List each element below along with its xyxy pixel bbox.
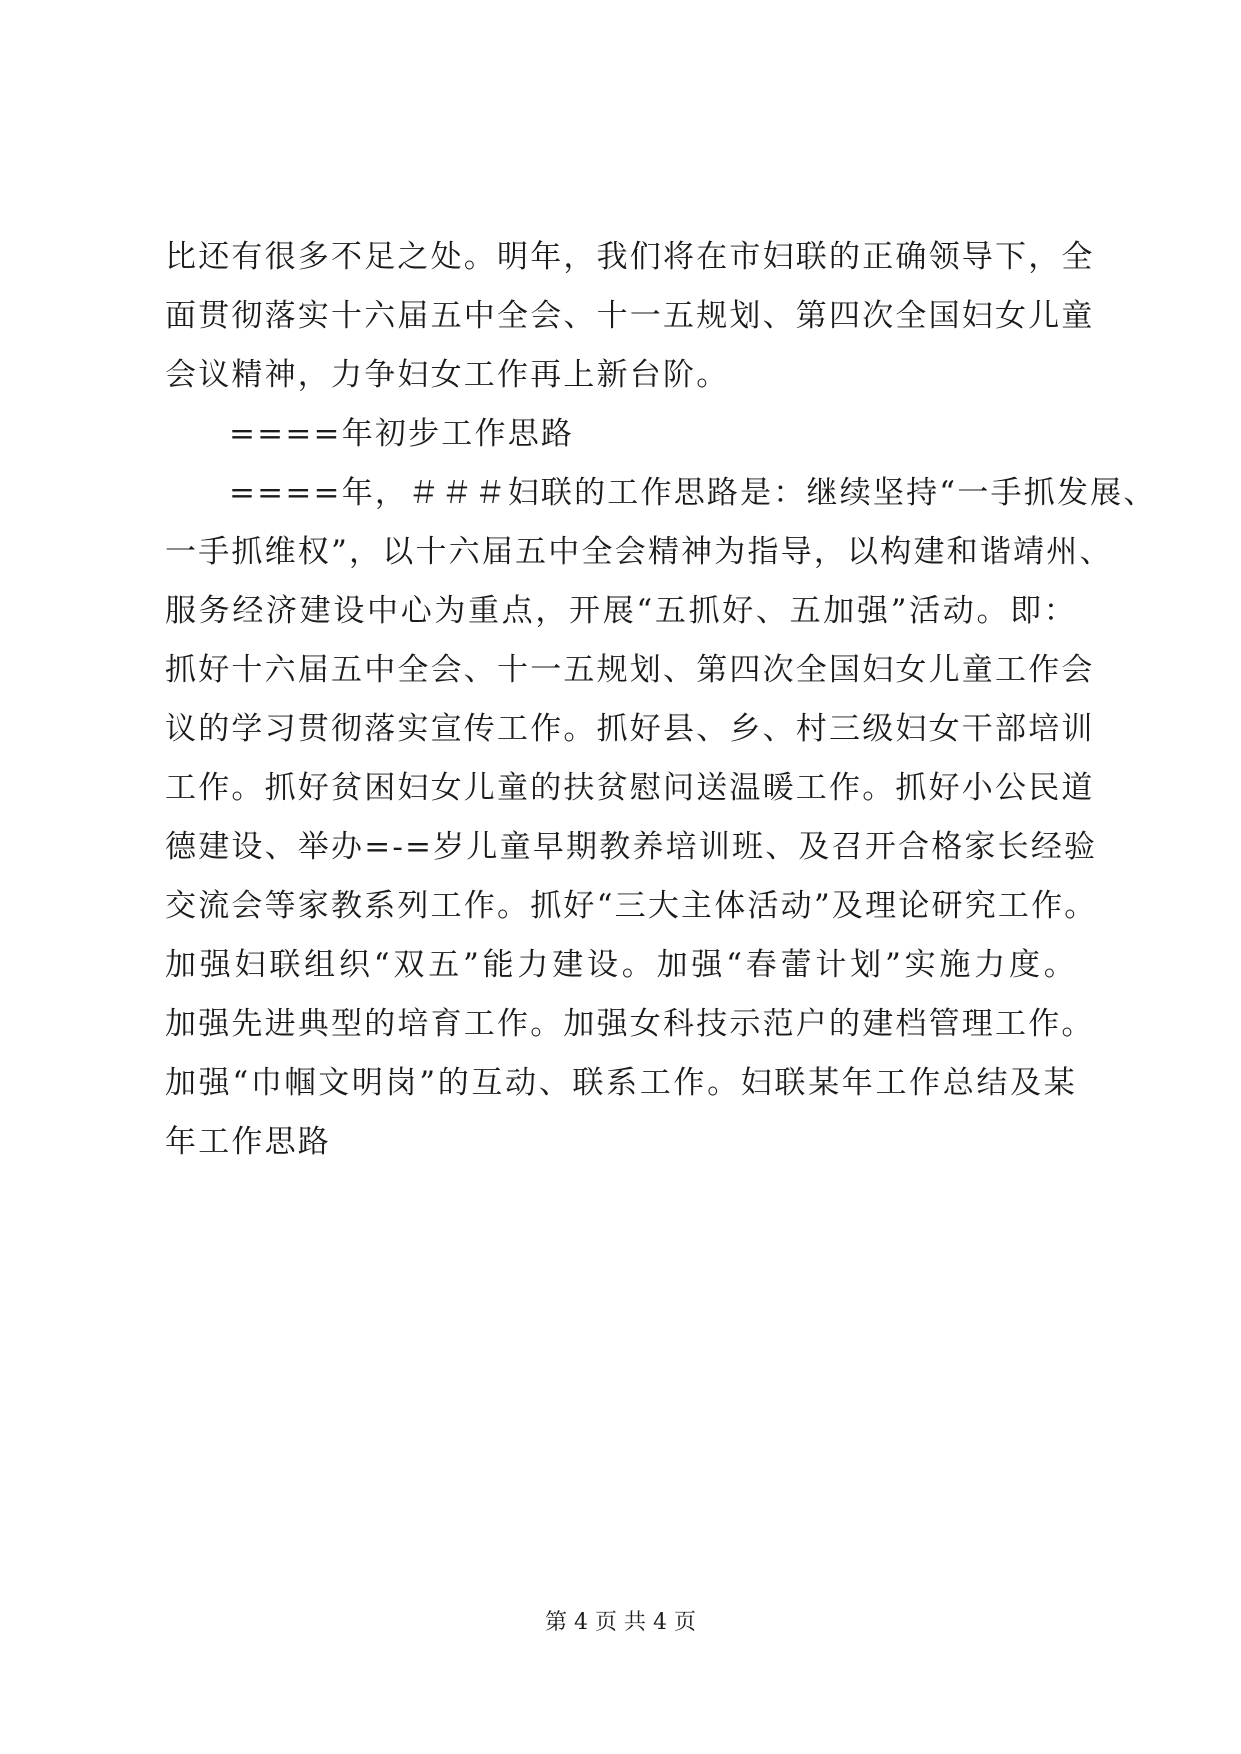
body-line: ====年，＃＃＃妇联的工作思路是：继续坚持“一手抓发展、 [229, 475, 1157, 511]
page-number-footer: 第 4 页 共 4 页 [545, 1610, 696, 1635]
body-line: 德建设、举办=-=岁儿童早期教养培训班、及召开合格家长经验 [165, 829, 1098, 865]
body-line: 会议精神，力争妇女工作再上新台阶。 [165, 357, 730, 393]
body-line: 加强先进典型的培育工作。加强女科技示范户的建档管理工作。 [165, 1006, 1095, 1042]
body-line: 加强“巾帼文明岗”的互动、联系工作。妇联某年工作总结及某 [165, 1065, 1077, 1101]
body-line: 服务经济建设中心为重点，开展“五抓好、五加强”活动。即： [165, 593, 1077, 629]
body-line: 面贯彻落实十六届五中全会、十一五规划、第四次全国妇女儿童 [165, 298, 1095, 334]
body-line: 抓好十六届五中全会、十一五规划、第四次全国妇女儿童工作会 [165, 652, 1095, 688]
body-line: 交流会等家教系列工作。抓好“三大主体活动”及理论研究工作。 [165, 888, 1098, 924]
body-line: 年工作思路 [165, 1124, 331, 1160]
body-line: 工作。抓好贫困妇女儿童的扶贫慰问送温暖工作。抓好小公民道 [165, 770, 1095, 806]
document-body [165, 228, 1157, 1172]
body-line: 加强妇联组织“双五”能力建设。加强“春蕾计划”实施力度。 [165, 947, 1077, 983]
section-heading: ====年初步工作思路 [229, 416, 575, 452]
body-line: 议的学习贯彻落实宣传工作。抓好县、乡、村三级妇女干部培训 [165, 711, 1095, 747]
body-line: 一手抓维权”，以十六届五中全会精神为指导，以构建和谐靖州、 [165, 534, 1113, 570]
body-line: 比还有很多不足之处。明年，我们将在市妇联的正确领导下，全 [165, 239, 1095, 275]
